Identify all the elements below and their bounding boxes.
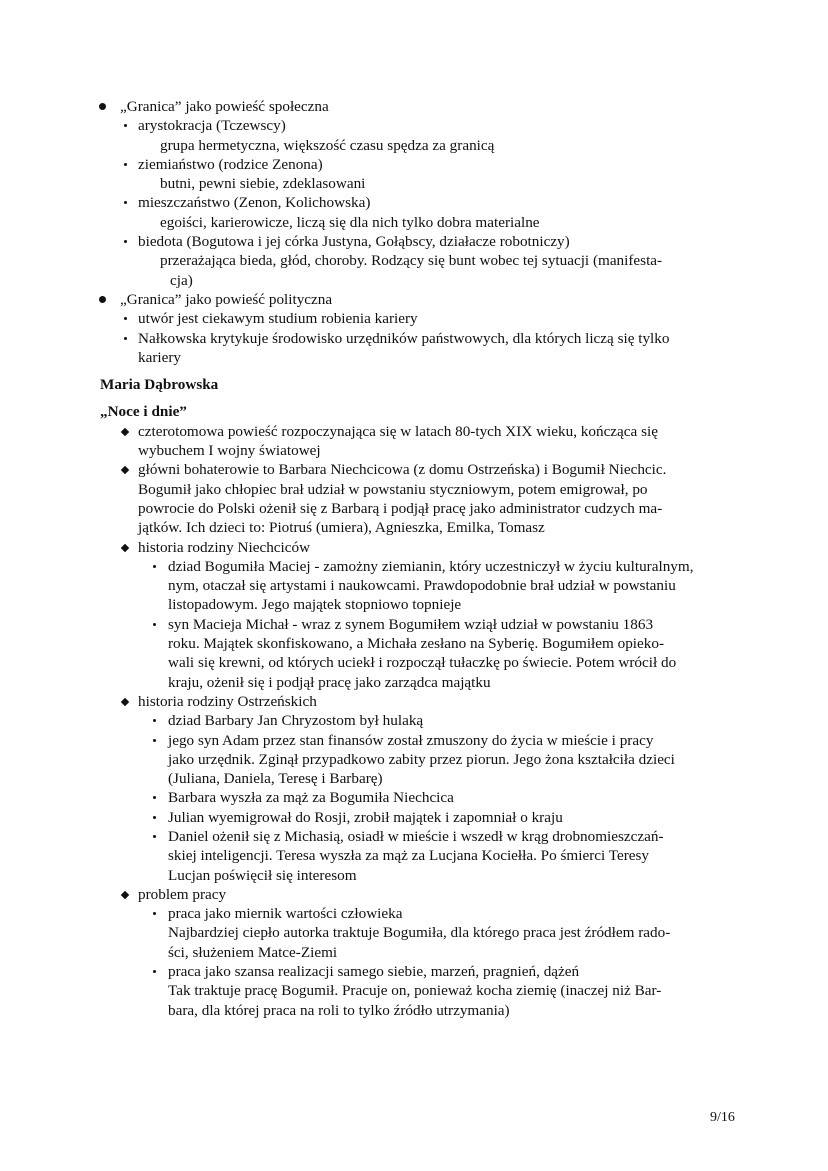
bullet-icon xyxy=(99,296,106,303)
bullet-icon xyxy=(124,337,127,340)
list-item: praca jako szansa realizacji samego siebie, marzeń, pragnień, dążeń xyxy=(0,962,828,981)
work-title: „Noce i dnie” xyxy=(100,403,187,421)
list-item-continuation: kariery xyxy=(138,348,182,366)
granica-social-heading: „Granica” jako powieść społeczna xyxy=(0,97,828,116)
diamond-bullet-icon xyxy=(121,428,129,436)
list-item: biedota (Bogutowa i jej córka Justyna, Gołąbscy, działacze robotniczy) xyxy=(0,232,828,251)
item-description: butni, pewni siebie, zdeklasowani xyxy=(160,175,366,193)
bullet-icon xyxy=(153,565,156,568)
list-item-continuation: powrocie do Polski ożenił się z Barbarą i podjął pracę jako administrator cudzych ma- xyxy=(138,499,663,517)
list-item: arystokracja (Tczewscy) xyxy=(0,116,828,135)
list-item: utwór jest ciekawym studium robienia kariery xyxy=(0,309,828,328)
niechcic-heading: historia rodziny Niechciców xyxy=(0,538,828,557)
praca-heading: problem pracy xyxy=(0,885,828,904)
list-item: Daniel ożenił się z Michasią, osiadł w mieście i wszedł w krąg drobnomieszczań- xyxy=(0,827,828,846)
list-item-continuation: skiej inteligencji. Teresa wyszła za mąż za Lucjana Kociełła. Po śmierci Teresy xyxy=(168,847,650,865)
bullet-icon xyxy=(124,240,127,243)
list-item-continuation: ści, służeniem Matce-Ziemi xyxy=(168,943,338,961)
item-description: przerażająca bieda, głód, choroby. Rodzący się bunt wobec tej sytuacji (manifesta- xyxy=(160,252,663,270)
ostrzenski-heading: historia rodziny Ostrzeńskich xyxy=(0,692,828,711)
list-item-continuation: Lucjan poświęcił się interesom xyxy=(168,866,357,884)
list-item: jego syn Adam przez stan finansów został zmuszony do życia w mieście i pracy xyxy=(0,731,828,750)
list-item: Julian wyemigrował do Rosji, zrobił majątek i zapomniał o kraju xyxy=(0,808,828,827)
diamond-bullet-icon xyxy=(121,543,129,551)
list-item: Barbara wyszła za mąż za Bogumiła Niechcica xyxy=(0,788,828,807)
list-item-continuation: Tak traktuje pracę Bogumił. Pracuje on, ponieważ kocha ziemię (inaczej niż Bar- xyxy=(168,982,662,1000)
list-item-continuation: (Juliana, Daniela, Teresę i Barbarę) xyxy=(168,770,383,788)
list-item-continuation: listopadowym. Jego majątek stopniowo topnieje xyxy=(168,596,462,614)
bullet-icon xyxy=(153,835,156,838)
list-item-continuation: jątków. Ich dzieci to: Piotruś (umiera), Agnieszka, Emilka, Tomasz xyxy=(138,519,545,537)
list-item-continuation: wali się krewni, od których uciekł i rozpoczął tułaczkę po świecie. Potem wrócił do xyxy=(168,654,677,672)
page-number: 9/16 xyxy=(710,1110,735,1125)
list-item-continuation: roku. Majątek skonfiskowano, a Michała zesłano na Syberię. Bogumiłem opieko- xyxy=(168,635,665,653)
bullet-icon xyxy=(153,912,156,915)
list-item: dziad Bogumiła Maciej - zamożny ziemianin, który uczestniczył w życiu kulturalnym, xyxy=(0,557,828,576)
author-heading: Maria Dąbrowska xyxy=(100,376,219,394)
list-item: czterotomowa powieść rozpoczynająca się w latach 80-tych XIX wieku, kończąca się xyxy=(0,422,828,441)
bullet-icon xyxy=(153,623,156,626)
bullet-icon xyxy=(153,796,156,799)
list-item: Nałkowska krytykuje środowisko urzędników państwowych, dla których liczą się tylko xyxy=(0,329,828,348)
bullet-icon xyxy=(153,719,156,722)
list-item: mieszczaństwo (Zenon, Kolichowska) xyxy=(0,193,828,212)
list-item-continuation: Najbardziej ciepło autorka traktuje Bogumiła, dla którego praca jest źródłem rado- xyxy=(168,924,671,942)
diamond-bullet-icon xyxy=(121,698,129,706)
list-item-continuation: bara, dla której praca na roli to tylko źródło utrzymania) xyxy=(168,1001,510,1019)
granica-political-heading: „Granica” jako powieść polityczna xyxy=(0,290,828,309)
list-item: ziemiaństwo (rodzice Zenona) xyxy=(0,155,828,174)
page-content xyxy=(0,97,828,1020)
bullet-icon xyxy=(99,103,106,110)
list-item-continuation: Bogumił jako chłopiec brał udział w powstaniu styczniowym, potem emigrował, po xyxy=(138,480,648,498)
diamond-bullet-icon xyxy=(121,891,129,899)
list-item: główni bohaterowie to Barbara Niechcicowa (z domu Ostrzeńska) i Bogumił Niechcic. xyxy=(0,460,828,479)
list-item-continuation: wybuchem I wojny światowej xyxy=(138,442,321,460)
diamond-bullet-icon xyxy=(121,466,129,474)
list-item-continuation: jako urzędnik. Zginął przypadkowo zabity przez piorun. Jego żona kształciła dzieci xyxy=(168,750,675,768)
item-description: cja) xyxy=(170,271,193,289)
bullet-icon xyxy=(124,201,127,204)
bullet-icon xyxy=(124,317,127,320)
list-item: dziad Barbary Jan Chryzostom był hulaką xyxy=(0,711,828,730)
bullet-icon xyxy=(124,163,127,166)
item-description: grupa hermetyczna, większość czasu spędza za granicą xyxy=(160,136,495,154)
bullet-icon xyxy=(153,970,156,973)
list-item-continuation: kraju, ożenił się i podjął pracę jako zarządca majątku xyxy=(168,673,491,691)
list-item: syn Macieja Michał - wraz z synem Bogumiłem wziął udział w powstaniu 1863 xyxy=(0,615,828,634)
bullet-icon xyxy=(124,124,127,127)
item-description: egoiści, karierowicze, liczą się dla nich tylko dobra materialne xyxy=(160,213,540,231)
bullet-icon xyxy=(153,739,156,742)
list-item: praca jako miernik wartości człowieka xyxy=(0,904,828,923)
bullet-icon xyxy=(153,816,156,819)
list-item-continuation: nym, otaczał się artystami i naukowcami. Prawdopodobnie brał udział w powstaniu xyxy=(168,577,676,595)
